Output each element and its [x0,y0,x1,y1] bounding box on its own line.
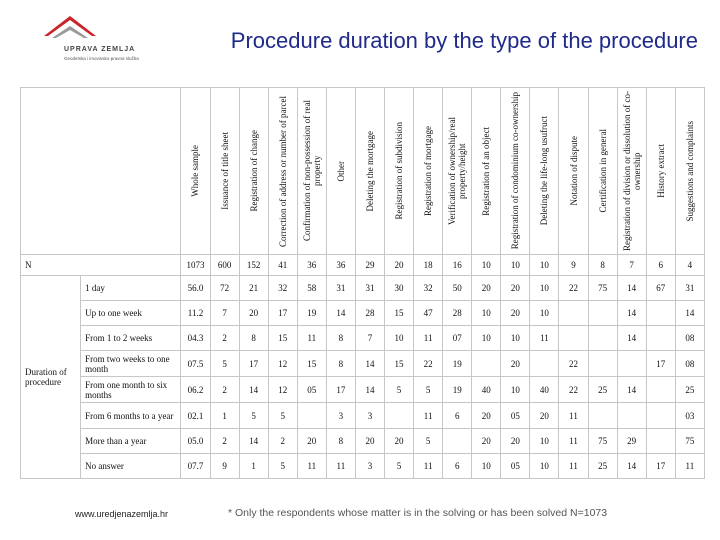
table-cell: 12 [268,377,297,403]
table-cell: 11 [414,326,443,351]
table-cell: 3 [355,403,384,429]
table-cell: 29 [355,255,384,276]
table-cell: 17 [646,454,675,479]
table-cell: 4 [675,255,704,276]
table-cell: 20 [472,276,501,301]
col-header: Correction of address or number of parcel [268,88,297,255]
table-cell [443,429,472,454]
col-header: Registration of change [239,88,268,255]
col-header: Registration of mortgage [414,88,443,255]
table-cell: 5 [385,377,414,403]
table-cell [297,403,326,429]
table-cell: 1 [239,454,268,479]
table-cell: 75 [588,276,617,301]
table-cell: 11 [414,454,443,479]
table-cell: 20 [355,429,384,454]
table-cell: 6 [443,454,472,479]
table-cell [472,351,501,377]
table-cell: 7 [617,255,646,276]
table-cell: 07 [443,326,472,351]
col-header: Confirmation of non-possession of real property [297,88,326,255]
row-label: 1 day [81,276,181,301]
table-cell: 1 [210,403,239,429]
table-cell: 29 [617,429,646,454]
table-cell: 75 [675,429,704,454]
table-cell: 22 [559,377,588,403]
table-cell: 25 [588,377,617,403]
table-cell: 25 [675,377,704,403]
table-cell: 20 [501,276,530,301]
table-cell: 5 [210,351,239,377]
table-cell: 14 [617,326,646,351]
table-cell: 32 [414,276,443,301]
table-cell: 11 [326,454,355,479]
table-cell: 11 [530,326,559,351]
table-cell: 50 [443,276,472,301]
table-cell: 19 [443,377,472,403]
table-cell: 19 [443,351,472,377]
table-cell [646,377,675,403]
table-cell: 18 [414,255,443,276]
page-title: Procedure duration by the type of the procedure [230,28,698,53]
table-cell: 40 [472,377,501,403]
table-cell: 2 [210,377,239,403]
table-cell: 10 [530,301,559,326]
table-cell: 05 [501,403,530,429]
table-cell [588,326,617,351]
table-cell: 11 [675,454,704,479]
table-cell: 2 [268,429,297,454]
table-cell: 5 [268,454,297,479]
table-cell: 22 [559,351,588,377]
table-cell: 05 [297,377,326,403]
table-cell: 36 [326,255,355,276]
table-cell: 3 [326,403,355,429]
table-cell: 15 [268,326,297,351]
table-cell [617,351,646,377]
col-header: Certification in general [588,88,617,255]
row-label: From 1 to 2 weeks [81,326,181,351]
table-cell: 11 [559,403,588,429]
col-header: Whole sample [181,88,210,255]
col-header: History extract [646,88,675,255]
table-cell [588,301,617,326]
table-cell: 15 [385,351,414,377]
table-cell: 56.0 [181,276,210,301]
row-label: No answer [81,454,181,479]
table-row [21,403,705,429]
table-cell: 22 [559,276,588,301]
table-cell: 40 [530,377,559,403]
table-cell: 7 [355,326,384,351]
table-cell: 15 [385,301,414,326]
table-cell: 14 [617,276,646,301]
table-cell [588,403,617,429]
col-header: Deleting the mortgage [355,88,384,255]
footer-url: www.uredjenazemlja.hr [75,509,169,519]
table-cell: 30 [385,276,414,301]
table-cell [559,326,588,351]
table-cell: 8 [326,326,355,351]
table-cell: 21 [239,276,268,301]
table-cell: 10 [530,255,559,276]
table-cell: 17 [268,301,297,326]
table-cell: 22 [414,351,443,377]
col-header: Issuance of title sheet [210,88,239,255]
table-cell: 9 [559,255,588,276]
table-cell: 20 [472,429,501,454]
table-cell: 14 [239,377,268,403]
table-cell: 20 [385,255,414,276]
table-row [21,377,705,403]
table-cell: 14 [239,429,268,454]
table-cell: 10 [385,326,414,351]
table-cell: 12 [268,351,297,377]
table-cell: 10 [472,255,501,276]
table-cell [646,429,675,454]
table-cell: 14 [617,301,646,326]
table-cell: 10 [530,454,559,479]
table-cell: 11 [559,454,588,479]
table-cell: 31 [355,276,384,301]
row-label: More than a year [81,429,181,454]
table-cell: 07.7 [181,454,210,479]
duration-table [20,87,705,479]
table-cell: 14 [355,351,384,377]
table-cell [617,403,646,429]
table-cell: 15 [297,351,326,377]
row-label: From one month to six months [81,377,181,403]
logo-name: UPRAVA ZEMLJA [64,46,136,53]
table-cell: 3 [355,454,384,479]
table-cell [559,301,588,326]
table-cell: 07.5 [181,351,210,377]
table-cell: 20 [472,403,501,429]
table-cell: 11 [297,326,326,351]
header-row [21,88,705,255]
table-cell: 11 [414,403,443,429]
table-cell: 10 [472,326,501,351]
table-cell: 8 [326,429,355,454]
table-cell: 10 [530,276,559,301]
table-cell: 14 [617,377,646,403]
table-cell: 5 [414,429,443,454]
table-cell: 41 [268,255,297,276]
table-cell: 05 [501,454,530,479]
table-cell: 5 [268,403,297,429]
table-cell: 16 [443,255,472,276]
col-header: Deleting the life-long usufruct [530,88,559,255]
table-cell: 1073 [181,255,210,276]
table-cell: 31 [675,276,704,301]
table-cell: 08 [675,351,704,377]
table-cell: 5 [414,377,443,403]
table-cell: 10 [472,301,501,326]
table-cell: 11 [559,429,588,454]
n-label: N [21,255,181,276]
footer-note: * Only the respondents whose matter is in the solving or has been solved N=1073 [228,507,608,519]
table-cell: 17 [646,351,675,377]
col-header: Registration of subdivision [385,88,414,255]
table-cell: 08 [675,326,704,351]
table-cell [530,351,559,377]
table-cell [646,301,675,326]
table-cell: 14 [355,377,384,403]
table-cell: 28 [355,301,384,326]
table-row [21,429,705,454]
table-cell: 02.1 [181,403,210,429]
table-cell: 36 [297,255,326,276]
table-cell [646,326,675,351]
col-header: Notation of dispute [559,88,588,255]
table-cell: 17 [239,351,268,377]
table-cell: 47 [414,301,443,326]
table-cell: 20 [530,403,559,429]
table-row [21,326,705,351]
table-cell [646,403,675,429]
col-header: Registration of division or dissolution of co-ownership [617,88,646,255]
table-cell: 10 [472,454,501,479]
row-label: From two weeks to one month [81,351,181,377]
table-cell: 11 [297,454,326,479]
table-row [21,351,705,377]
table-cell: 11.2 [181,301,210,326]
table-cell [588,351,617,377]
table-cell: 10 [501,377,530,403]
table-cell: 8 [588,255,617,276]
table-cell [385,403,414,429]
table-cell: 14 [326,301,355,326]
col-header: Registration of condominium co-ownership [501,88,530,255]
table-cell: 67 [646,276,675,301]
table-cell: 6 [646,255,675,276]
table-cell: 32 [268,276,297,301]
table-cell: 25 [588,454,617,479]
table-cell: 7 [210,301,239,326]
table-cell: 19 [297,301,326,326]
table-cell: 2 [210,326,239,351]
table-cell: 8 [239,326,268,351]
table-cell: 05.0 [181,429,210,454]
table-cell: 20 [501,351,530,377]
table-cell: 10 [530,429,559,454]
table-row [21,301,705,326]
table-cell: 72 [210,276,239,301]
table-cell: 31 [326,276,355,301]
table-cell: 06.2 [181,377,210,403]
table-cell: 03 [675,403,704,429]
col-header: Other [326,88,355,255]
table-cell: 58 [297,276,326,301]
table-cell: 14 [675,301,704,326]
table-cell: 5 [385,454,414,479]
table-cell: 2 [210,429,239,454]
table-cell: 14 [617,454,646,479]
table-cell: 6 [443,403,472,429]
logo [40,10,210,68]
table-cell: 600 [210,255,239,276]
table-cell: 20 [385,429,414,454]
logo-emblem-icon [40,10,100,44]
row-label: Up to one week [81,301,181,326]
row-label: From 6 months to a year [81,403,181,429]
table-cell: 20 [501,429,530,454]
table-cell: 9 [210,454,239,479]
table-cell: 5 [239,403,268,429]
table-cell: 20 [501,301,530,326]
col-header: Registration of an object [472,88,501,255]
table-cell: 152 [239,255,268,276]
table-cell: 75 [588,429,617,454]
n-row [21,255,705,276]
table-cell: 8 [326,351,355,377]
table-cell: 20 [297,429,326,454]
table-row [21,276,705,301]
logo-tagline: Geodetska i imovinsko-pravna služba [64,56,139,61]
table-row [21,454,705,479]
col-header: Verification of ownership/real property/height [443,88,472,255]
table-cell: 28 [443,301,472,326]
header-corner [21,88,181,255]
group-label: Duration of procedure [21,276,81,479]
table-cell: 20 [239,301,268,326]
col-header: Suggestions and complaints [675,88,704,255]
table-cell: 10 [501,255,530,276]
table-cell: 10 [501,326,530,351]
table-cell: 17 [326,377,355,403]
table-cell: 04.3 [181,326,210,351]
